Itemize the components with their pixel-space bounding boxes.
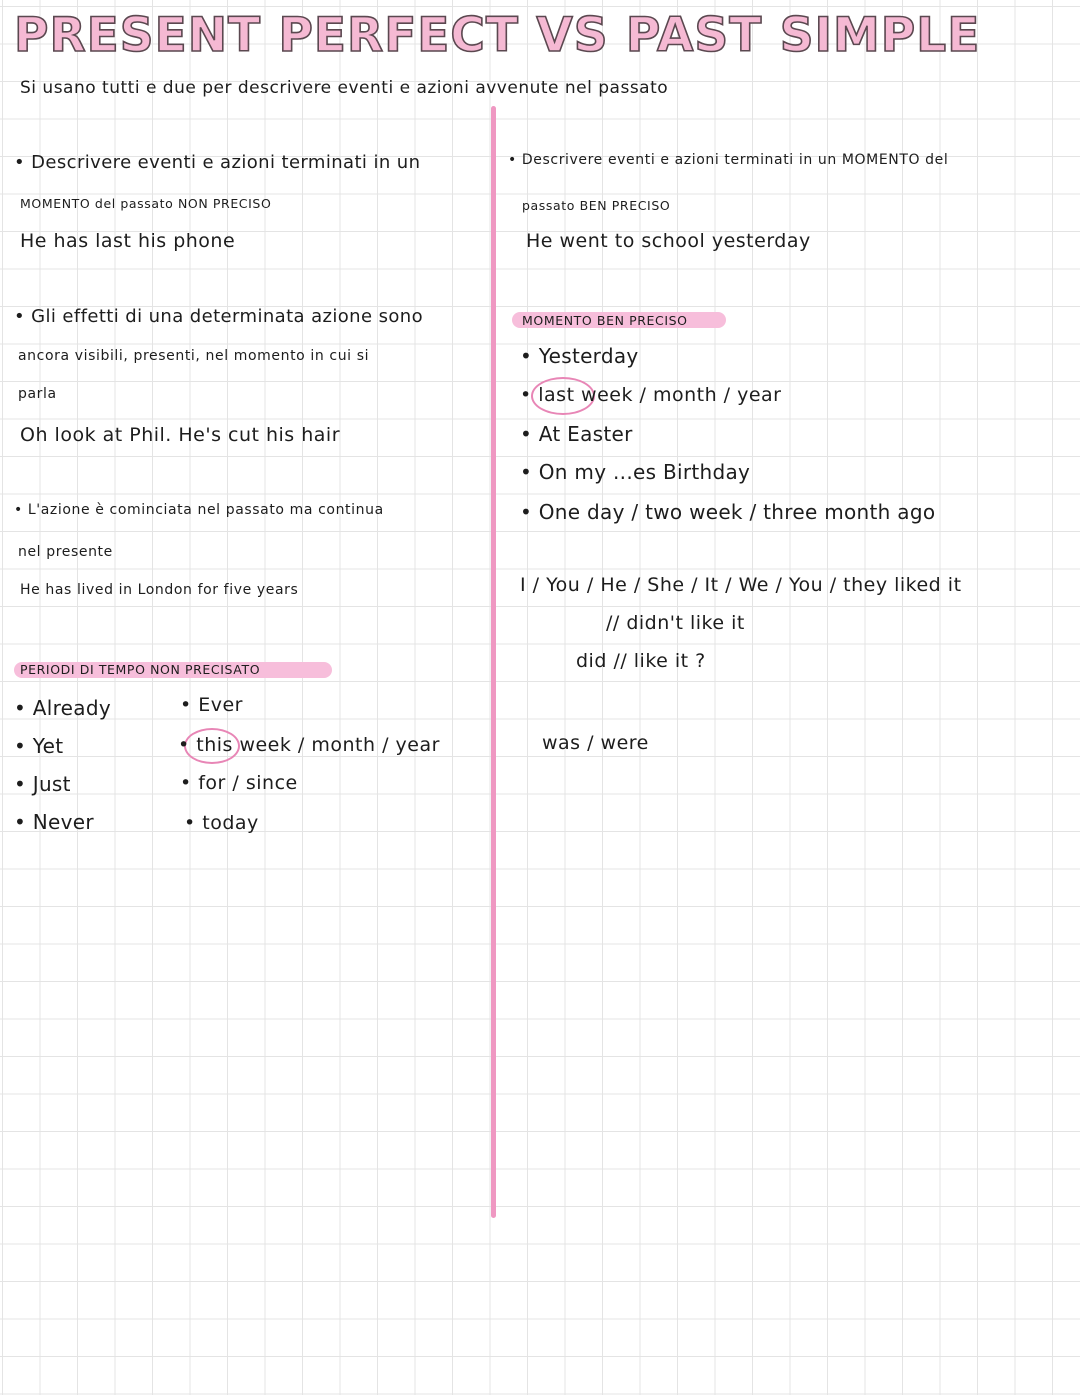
period-item: • Just bbox=[14, 772, 71, 796]
right-section1-example: He went to school yesterday bbox=[526, 230, 811, 252]
period-item: • for / since bbox=[180, 772, 298, 794]
was-were: was / were bbox=[542, 732, 649, 754]
subtitle: Si usano tutti e due per descrivere eventi e azioni avvenute nel passato bbox=[20, 78, 669, 98]
right-section1-line1: • Descrivere eventi e azioni terminati in un MOMENTO del bbox=[508, 152, 949, 168]
page-title: PRESENT PERFECT VS PAST SIMPLE bbox=[14, 8, 981, 63]
periods-heading: PERIODI DI TEMPO NON PRECISATO bbox=[20, 662, 261, 677]
period-item: • Yet bbox=[14, 734, 64, 758]
left-section1-line2: MOMENTO del passato NON PRECISO bbox=[20, 196, 272, 211]
conjugation-line2: // didn't like it bbox=[606, 612, 745, 634]
right-section1-line2: passato BEN PRECISO bbox=[522, 198, 671, 213]
moment-item: • last week / month / year bbox=[520, 384, 782, 406]
period-item: • today bbox=[184, 812, 259, 834]
left-section1-line1: • Descrivere eventi e azioni terminati in un bbox=[14, 152, 421, 173]
moment-item: • One day / two week / three month ago bbox=[520, 500, 936, 524]
left-section2-line3: parla bbox=[18, 386, 57, 402]
moment-item: • On my ...es Birthday bbox=[520, 460, 751, 484]
period-item: • Already bbox=[14, 696, 111, 720]
moment-item: • At Easter bbox=[520, 422, 633, 446]
left-section2-line2: ancora visibili, presenti, nel momento in cui si bbox=[18, 348, 370, 364]
period-item: • Ever bbox=[180, 694, 243, 716]
left-section3-example: He has lived in London for five years bbox=[20, 582, 299, 598]
left-section2-line1: • Gli effetti di una determinata azione sono bbox=[14, 306, 423, 327]
moment-heading: MOMENTO BEN PRECISO bbox=[522, 313, 688, 328]
moment-item: • Yesterday bbox=[520, 344, 639, 368]
conjugation-line1: I / You / He / She / It / We / You / they liked it bbox=[520, 574, 962, 596]
left-section3-line2: nel presente bbox=[18, 544, 113, 560]
left-section2-example: Oh look at Phil. He's cut his hair bbox=[20, 424, 341, 446]
period-item: • Never bbox=[14, 810, 94, 834]
column-divider bbox=[491, 106, 496, 1218]
left-section1-example: He has last his phone bbox=[20, 230, 236, 252]
conjugation-line3: did // like it ? bbox=[576, 650, 706, 672]
period-item: • this week / month / year bbox=[178, 734, 440, 756]
left-section3-line1: • L'azione è cominciata nel passato ma continua bbox=[14, 502, 384, 518]
